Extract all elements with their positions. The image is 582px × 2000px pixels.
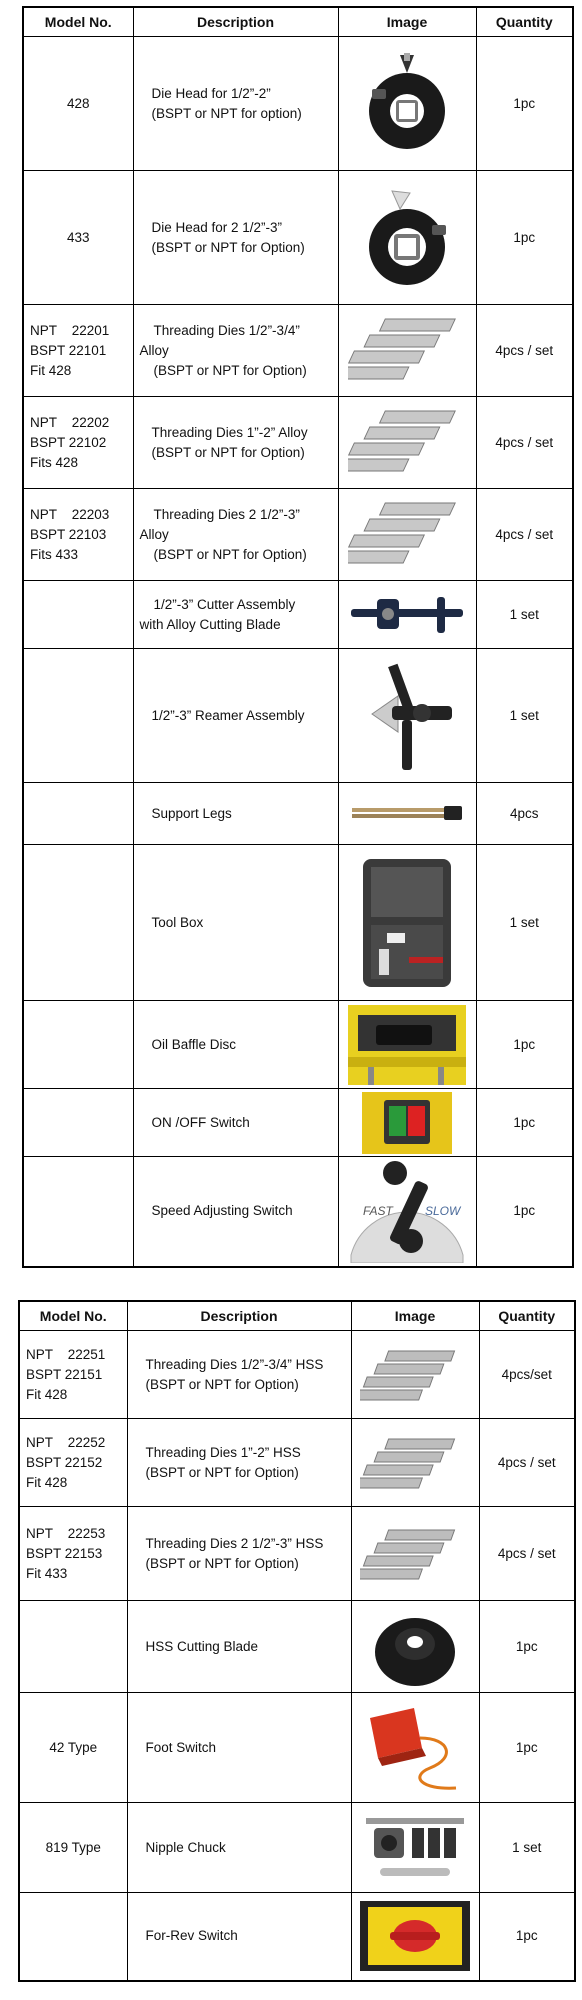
image-cell: [351, 1419, 479, 1507]
image-cell: [338, 37, 476, 171]
image-cell: [351, 1507, 479, 1601]
quantity-cell: 4pcs / set: [479, 1507, 575, 1601]
image-cell: [338, 489, 476, 581]
table-row: [23, 1157, 573, 1267]
table-row: [23, 1089, 573, 1157]
image-cell: [351, 1693, 479, 1803]
description-cell: For-Rev Switch: [127, 1893, 351, 1981]
image-cell: [338, 305, 476, 397]
quantity-cell: 1pc: [476, 1001, 573, 1089]
table-row: [19, 1601, 575, 1693]
table-row: [19, 1803, 575, 1893]
model-cell: NPT 22203 BSPT 22103 Fits 433: [23, 489, 133, 581]
threading-dies-icon: [348, 497, 466, 573]
accessories-table-1: [22, 6, 574, 1268]
quantity-cell: 4pcs / set: [476, 489, 573, 581]
image-cell: [351, 1331, 479, 1419]
table-row: [19, 1693, 575, 1803]
quantity-cell: 1 set: [476, 649, 573, 783]
table-row: [19, 1893, 575, 1981]
quantity-cell: 1 set: [476, 581, 573, 649]
model-cell: [23, 649, 133, 783]
model-cell: [23, 581, 133, 649]
header-image: Image: [351, 1301, 479, 1331]
image-cell: [338, 845, 476, 1001]
description-cell: Threading Dies 2 1/2”-3” Alloy (BSPT or NPT for Option): [133, 489, 338, 581]
quantity-cell: 4pcs / set: [476, 397, 573, 489]
header-model: Model No.: [23, 7, 133, 37]
header-image: Image: [338, 7, 476, 37]
table-row: [23, 1001, 573, 1089]
quantity-cell: 1pc: [476, 1089, 573, 1157]
model-cell: NPT 22253 BSPT 22153 Fit 433: [19, 1507, 127, 1601]
quantity-cell: 1pc: [479, 1601, 575, 1693]
image-cell: [338, 1157, 476, 1267]
tool-box-icon: [357, 853, 457, 993]
description-cell: Oil Baffle Disc: [133, 1001, 338, 1089]
quantity-cell: 1pc: [479, 1893, 575, 1981]
reamer-assembly-icon: [352, 656, 462, 776]
hss-dies-icon: [360, 1347, 470, 1403]
threading-dies-icon: [348, 313, 466, 389]
die-head-icon: [352, 183, 462, 293]
header-quantity: Quantity: [479, 1301, 575, 1331]
header-description: Description: [127, 1301, 351, 1331]
hss-dies-icon: [360, 1435, 470, 1491]
table-row: [23, 489, 573, 581]
model-cell: 428: [23, 37, 133, 171]
image-cell: [338, 1001, 476, 1089]
cutter-assembly-icon: [347, 593, 467, 637]
quantity-cell: 1pc: [476, 1157, 573, 1267]
table-row: [19, 1419, 575, 1507]
table-row: [19, 1507, 575, 1601]
support-legs-icon: [348, 803, 466, 825]
quantity-cell: 1pc: [476, 171, 573, 305]
model-cell: NPT 22252 BSPT 22152 Fit 428: [19, 1419, 127, 1507]
quantity-cell: 4pcs / set: [479, 1419, 575, 1507]
description-cell: Support Legs: [133, 783, 338, 845]
quantity-cell: 4pcs/set: [479, 1331, 575, 1419]
for-rev-switch-icon: [360, 1901, 470, 1971]
description-cell: Threading Dies 1”-2” Alloy (BSPT or NPT for Option): [133, 397, 338, 489]
model-cell: [23, 1157, 133, 1267]
model-cell: 433: [23, 171, 133, 305]
header-quantity: Quantity: [476, 7, 573, 37]
table-row: [23, 581, 573, 649]
table-row: [19, 1331, 575, 1419]
model-cell: [23, 845, 133, 1001]
description-cell: Speed Adjusting Switch: [133, 1157, 338, 1267]
description-cell: 1/2”-3” Cutter Assembly with Alloy Cutting Blade: [133, 581, 338, 649]
model-cell: NPT 22201 BSPT 22101 Fit 428: [23, 305, 133, 397]
oil-baffle-disc-icon: [348, 1005, 466, 1085]
image-cell: [351, 1803, 479, 1893]
model-cell: [23, 1089, 133, 1157]
description-cell: Threading Dies 1”-2” HSS (BSPT or NPT for Option): [127, 1419, 351, 1507]
image-cell: [338, 649, 476, 783]
die-head-icon: [352, 49, 462, 159]
image-cell: [338, 581, 476, 649]
quantity-cell: 1pc: [479, 1693, 575, 1803]
image-cell: [351, 1601, 479, 1693]
image-cell: [351, 1893, 479, 1981]
model-cell: [19, 1893, 127, 1981]
description-cell: HSS Cutting Blade: [127, 1601, 351, 1693]
description-cell: Threading Dies 2 1/2”-3” HSS (BSPT or NPT for Option): [127, 1507, 351, 1601]
image-cell: [338, 1089, 476, 1157]
image-cell: [338, 171, 476, 305]
cutting-blade-icon: [370, 1604, 460, 1690]
description-cell: Die Head for 1/2”-2” (BSPT or NPT for option): [133, 37, 338, 171]
image-cell: [338, 783, 476, 845]
header-row: [23, 7, 573, 37]
quantity-cell: 1 set: [479, 1803, 575, 1893]
table-row: [23, 37, 573, 171]
slow-label: SLOW: [425, 1204, 461, 1219]
on-off-switch-icon: [362, 1092, 452, 1154]
threading-dies-icon: [348, 405, 466, 481]
table-row: [23, 397, 573, 489]
header-row: [19, 1301, 575, 1331]
description-cell: Foot Switch: [127, 1693, 351, 1803]
table-row: [23, 783, 573, 845]
table-row: [23, 845, 573, 1001]
description-cell: 1/2”-3” Reamer Assembly: [133, 649, 338, 783]
quantity-cell: 1 set: [476, 845, 573, 1001]
header-description: Description: [133, 7, 338, 37]
description-cell: Nipple Chuck: [127, 1803, 351, 1893]
model-cell: NPT 22251 BSPT 22151 Fit 428: [19, 1331, 127, 1419]
table-row: [23, 649, 573, 783]
header-model: Model No.: [19, 1301, 127, 1331]
quantity-cell: 4pcs / set: [476, 305, 573, 397]
description-cell: Tool Box: [133, 845, 338, 1001]
model-cell: 819 Type: [19, 1803, 127, 1893]
quantity-cell: 1pc: [476, 37, 573, 171]
description-cell: Threading Dies 1/2”-3/4” HSS (BSPT or NPT for Option): [127, 1331, 351, 1419]
model-cell: 42 Type: [19, 1693, 127, 1803]
table-row: [23, 305, 573, 397]
hss-dies-icon: [360, 1526, 470, 1582]
model-cell: [23, 1001, 133, 1089]
image-cell: [338, 397, 476, 489]
nipple-chuck-icon: [360, 1808, 470, 1888]
speed-switch-icon: [347, 1159, 467, 1263]
foot-switch-icon: [360, 1698, 470, 1798]
model-cell: NPT 22202 BSPT 22102 Fits 428: [23, 397, 133, 489]
model-cell: [19, 1601, 127, 1693]
fast-label: FAST: [363, 1204, 393, 1219]
quantity-cell: 4pcs: [476, 783, 573, 845]
description-cell: Die Head for 2 1/2”-3” (BSPT or NPT for Option): [133, 171, 338, 305]
description-cell: Threading Dies 1/2”-3/4” Alloy (BSPT or NPT for Option): [133, 305, 338, 397]
model-cell: [23, 783, 133, 845]
accessories-table-2: [18, 1300, 576, 1982]
table-row: [23, 171, 573, 305]
description-cell: ON /OFF Switch: [133, 1089, 338, 1157]
